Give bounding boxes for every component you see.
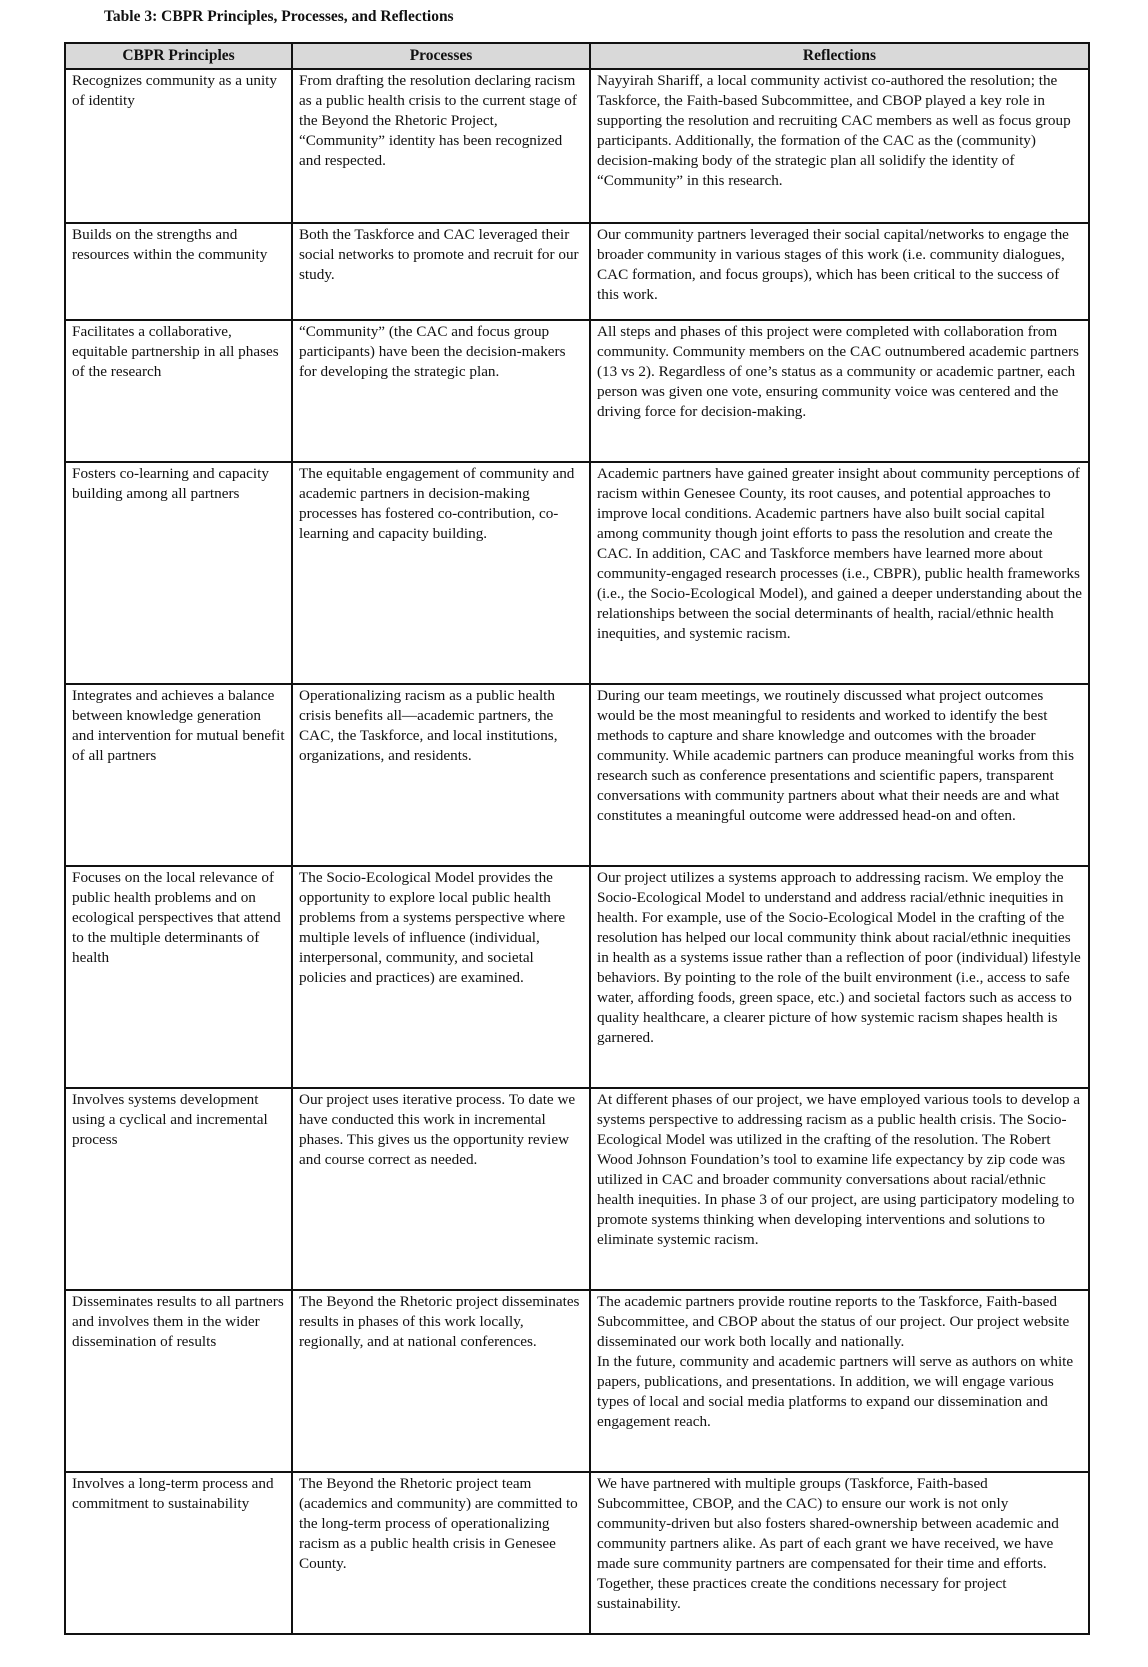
process-cell — [292, 69, 590, 223]
principle-text: Fosters co-learning and capacity building among all partners — [72, 465, 269, 502]
process-text: From drafting the resolution declaring racism as a public health crisis to the current stage of the Beyond the Rhetoric Project, “Community” identity has been recognized and respected. — [299, 72, 577, 169]
process-cell — [292, 1290, 590, 1472]
table-row — [65, 866, 1089, 1088]
principle-cell — [65, 866, 292, 1088]
table-title: Table 3: CBPR Principles, Processes, and Reflections — [104, 8, 454, 25]
process-text: The equitable engagement of community and academic partners in decision-making processes has fostered co-contribution, co-learning and capacity building. — [299, 465, 575, 542]
table-row — [65, 320, 1089, 462]
reflection-cell — [590, 1290, 1089, 1472]
reflection-text: During our team meetings, we routinely discussed what project outcomes would be the most meaningful to residents and worked to identify the best methods to capture and share knowledge and outcomes with the broader community. While academic partners can produce meaningful works from this research such as conference presentations and scientific papers, transparent conversations with community partners about what their needs are and what constitutes a meaningful outcome were addressed head-on and often. — [597, 687, 1074, 824]
process-cell — [292, 462, 590, 684]
principle-text: Focuses on the local relevance of public health problems and on ecological perspectives that attend to the multiple determinants of health — [72, 869, 281, 966]
process-text: The Beyond the Rhetoric project disseminates results in phases of this work locally, regionally, and at national conferences. — [299, 1293, 580, 1350]
principle-text: Involves a long-term process and commitment to sustainability — [72, 1475, 274, 1512]
principle-cell — [65, 320, 292, 462]
principle-text: Builds on the strengths and resources within the community — [72, 226, 268, 263]
process-text: The Beyond the Rhetoric project team (academics and community) are committed to the long-term process of operationalizing racism as a public health crisis in Genesee County. — [299, 1475, 578, 1572]
principle-text: Recognizes community as a unity of identity — [72, 72, 277, 109]
header-processes: Processes — [292, 43, 590, 69]
header-principles: CBPR Principles — [65, 43, 292, 69]
table-row — [65, 1290, 1089, 1472]
reflection-cell — [590, 684, 1089, 866]
principle-cell — [65, 1088, 292, 1290]
principle-cell — [65, 684, 292, 866]
principle-text: Facilitates a collaborative, equitable partnership in all phases of the research — [72, 323, 279, 380]
process-cell — [292, 320, 590, 462]
principle-text: Involves systems development using a cyclical and incremental process — [72, 1091, 268, 1148]
reflection-text: The academic partners provide routine reports to the Taskforce, Faith-based Subcommittee, and CBOP about the status of our project. Our project website disseminated our work both locally and nationally. In the future, community and academic partners will serve as authors on white papers, publications, and presentations. In addition, we will engage various types of local and social media platforms to expand our dissemination and engagement reach. — [597, 1293, 1074, 1430]
process-text: Both the Taskforce and CAC leveraged their social networks to promote and recruit for our study. — [299, 226, 579, 283]
reflection-text: All steps and phases of this project were completed with collaboration from community. Community members on the CAC outnumbered academic partners (13 vs 2). Regardless of one’s status as a community or academic partner, each person was given one vote, ensuring community voice was centered and the driving force for decision-making. — [597, 323, 1079, 420]
table-row — [65, 1088, 1089, 1290]
principle-cell — [65, 223, 292, 320]
table-row — [65, 69, 1089, 223]
reflection-cell — [590, 320, 1089, 462]
principle-cell — [65, 1472, 292, 1634]
reflection-cell — [590, 1472, 1089, 1634]
cbpr-table — [64, 42, 1090, 1635]
reflection-text: At different phases of our project, we have employed various tools to develop a systems perspective to addressing racism as a public health crisis. The Socio-Ecological Model was utilized in the crafting of the resolution. The Robert Wood Johnson Foundation’s tool to examine life expectancy by zip code was utilized in CAC and broader community conversations about racial/ethnic health inequities. In phase 3 of our project, are using participatory modeling to promote systems thinking when developing interventions and solutions to eliminate systemic racism. — [597, 1091, 1081, 1248]
reflection-text: Our project utilizes a systems approach to addressing racism. We employ the Socio-Ecological Model to understand and address racial/ethnic inequities in health. For example, use of the Socio-Ecological Model in the crafting of the resolution has helped our local community think about racial/ethnic inequities in health as a systems issue rather than a reflection of poor (individual) lifestyle behaviors. By pointing to the role of the built environment (i.e., access to safe water, affording foods, green space, etc.) and societal factors such as access to quality healthcare, a clearer picture of how systemic racism shapes health is garnered. — [597, 869, 1081, 1046]
header-reflections: Reflections — [590, 43, 1089, 69]
process-cell — [292, 684, 590, 866]
principle-cell — [65, 462, 292, 684]
principle-cell — [65, 69, 292, 223]
process-cell — [292, 1088, 590, 1290]
process-text: Our project uses iterative process. To date we have conducted this work in incremental phases. This gives us the opportunity review and course correct as needed. — [299, 1091, 576, 1168]
principle-text: Integrates and achieves a balance between knowledge generation and intervention for mutual benefit of all partners — [72, 687, 285, 764]
table-row — [65, 462, 1089, 684]
process-text: Operationalizing racism as a public health crisis benefits all—academic partners, the CAC, the Taskforce, and local institutions, organizations, and residents. — [299, 687, 558, 764]
reflection-cell — [590, 69, 1089, 223]
process-cell — [292, 866, 590, 1088]
reflection-text: Our community partners leveraged their social capital/networks to engage the broader community in various stages of this work (i.e. community dialogues, CAC formation, and focus groups), which has been critical to the success of this work. — [597, 226, 1069, 303]
table-header-row — [65, 43, 1089, 69]
principle-cell — [65, 1290, 292, 1472]
reflection-cell — [590, 1088, 1089, 1290]
reflection-text: Academic partners have gained greater insight about community perceptions of racism within Genesee County, its root causes, and potential approaches to improve local conditions. Academic partners have also built social capital among community though joint efforts to pass the resolution and create the CAC. In addition, CAC and Taskforce members have learned more about community-engaged research processes (i.e., CBPR), public health frameworks (i.e., the Socio-Ecological Model), and gained a deeper understanding about the relationships between the social determinants of health, racial/ethnic health inequities, and systemic racism. — [597, 465, 1082, 642]
table-row — [65, 1472, 1089, 1634]
process-text: “Community” (the CAC and focus group participants) have been the decision-makers for developing the strategic plan. — [299, 323, 566, 380]
reflection-text: We have partnered with multiple groups (Taskforce, Faith-based Subcommittee, CBOP, and the CAC) to ensure our work is not only community-driven but also fosters shared-ownership between academic and community partners alike. As part of each grant we have received, we have made sure community partners are compensated for their time and efforts. Together, these practices create the conditions necessary for project sustainability. — [597, 1475, 1059, 1612]
process-text: The Socio-Ecological Model provides the opportunity to explore local public health problems from a systems perspective where multiple levels of influence (individual, interpersonal, community, and societal policies and practices) are examined. — [299, 869, 566, 986]
table-row — [65, 223, 1089, 320]
reflection-cell — [590, 866, 1089, 1088]
reflection-text: Nayyirah Shariff, a local community activist co-authored the resolution; the Taskforce, the Faith-based Subcommittee, and CBOP played a key role in supporting the resolution and recruiting CAC members as well as focus group participants. Additionally, the formation of the CAC as the (community) decision-making body of the strategic plan all solidify the identity of “Community” in this research. — [597, 72, 1071, 189]
process-cell — [292, 1472, 590, 1634]
reflection-cell — [590, 223, 1089, 320]
principle-text: Disseminates results to all partners and involves them in the wider dissemination of results — [72, 1293, 284, 1350]
reflection-cell — [590, 462, 1089, 684]
process-cell — [292, 223, 590, 320]
table-row — [65, 684, 1089, 866]
